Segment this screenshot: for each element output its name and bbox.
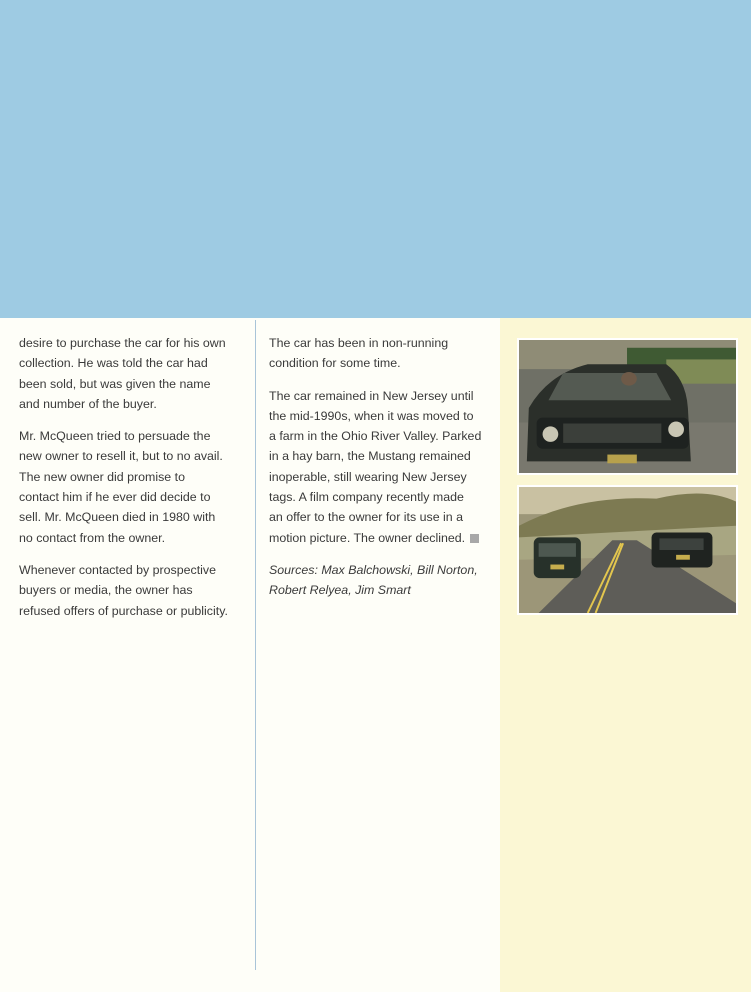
sources-credit: Sources: Max Balchowski, Bill Norton, Robert Relyea, Jim Smart — [269, 562, 478, 598]
end-of-article-mark — [470, 534, 479, 543]
paragraph-text: The car remained in New Jersey until the mid-1990s, when it was moved to a farm in the Ohio River Valley. Parked in a hay barn, the Mustang remained inoperable, still wearing New Jersey tags. A film company recently made an offer to the owner for its use in a motion picture. The owner declined. — [269, 388, 482, 545]
paragraph: Mr. McQueen tried to persuade the new owner to resell it, but to no avail. The new owner did promise to contact him if he ever did decide to sell. Mr. McQueen died in 1980 with no contact from the owner. — [19, 429, 223, 545]
paragraph-with-end-mark — [269, 386, 489, 548]
paragraph: desire to purchase the car for his own collection. He was told the car had been sold, but was given the name and number of the buyer. — [19, 336, 226, 411]
car-chase-photo — [517, 485, 738, 615]
paragraph: Whenever contacted by prospective buyers or media, the owner has refused offers of purchase or publicity. — [19, 562, 228, 618]
top-color-band — [0, 0, 751, 318]
text-column-left — [19, 333, 247, 633]
column-divider — [255, 320, 256, 970]
text-column-right — [269, 333, 489, 613]
mustang-front-photo — [517, 338, 738, 475]
paragraph: The car has been in non-running condition for some time. — [269, 336, 449, 371]
